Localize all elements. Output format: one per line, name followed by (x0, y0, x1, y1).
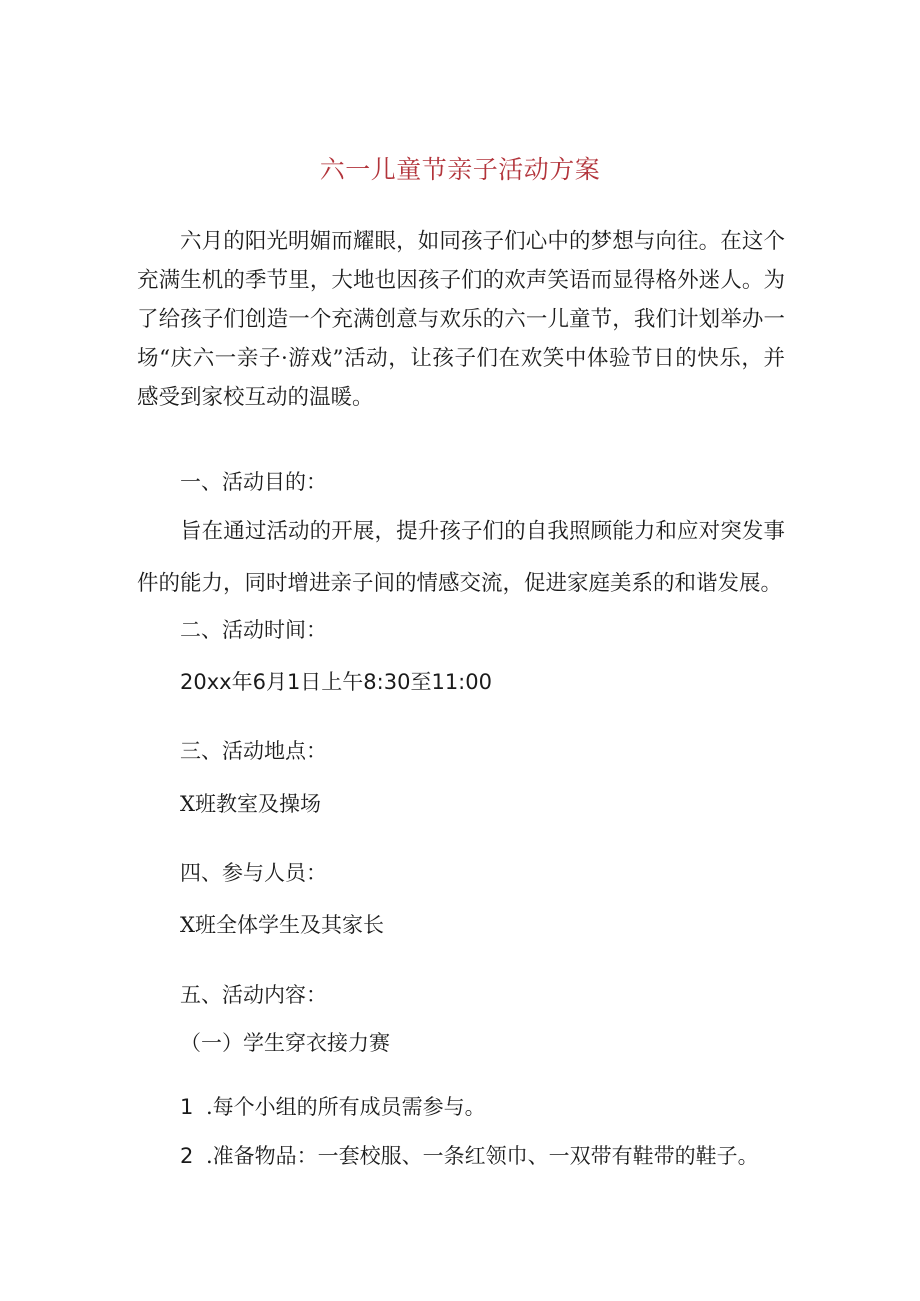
section-participants-heading: 四、参与人员： (180, 861, 327, 885)
section-place-heading: 三、活动地点： (180, 739, 327, 763)
list-item-number: 2 (180, 1144, 194, 1168)
section-purpose-body: 旨在通过活动的开展，提升孩子们的自我照顾能力和应对突发事件的能力，同时增进亲子间的情感交流，促进家庭美系的和谐发展。 (137, 519, 785, 596)
list-item-text: .准备物品：一套校服、一条红领巾、一双带有鞋带的鞋子。 (206, 1144, 759, 1168)
list-item-number: 1 (180, 1095, 194, 1119)
list-item (180, 1091, 486, 1121)
section-place-body: X班教室及操场 (180, 792, 321, 816)
section-content-subheading: （一）学生穿衣接力赛 (180, 1031, 390, 1055)
section-participants-body: X班全体学生及其家长 (180, 913, 384, 937)
intro-paragraph: 六月的阳光明媚而耀眼，如同孩子们心中的梦想与向往。在这个充满生机的季节里，大地也因孩子们的欢声笑语而显得格外迷人。为了给孩子们创造一个充满创意与欢乐的六一儿童节，我们计划举办一场“庆六一亲子·游戏”活动，让孩子们在欢笑中体验节日的快乐，并感受到家校互动的温暖。 (137, 229, 785, 410)
list-item-text: .每个小组的所有成员需参与。 (206, 1095, 486, 1119)
list-item (180, 1140, 759, 1170)
section-content-heading: 五、活动内容： (180, 983, 327, 1007)
section-time-heading: 二、活动时间： (180, 618, 327, 642)
document-title: 六一儿童节亲子活动方案 (319, 155, 601, 184)
section-time-body: 20xx年6月1日上午8:30至11:00 (180, 670, 492, 694)
section-purpose-heading: 一、活动目的： (180, 470, 327, 494)
